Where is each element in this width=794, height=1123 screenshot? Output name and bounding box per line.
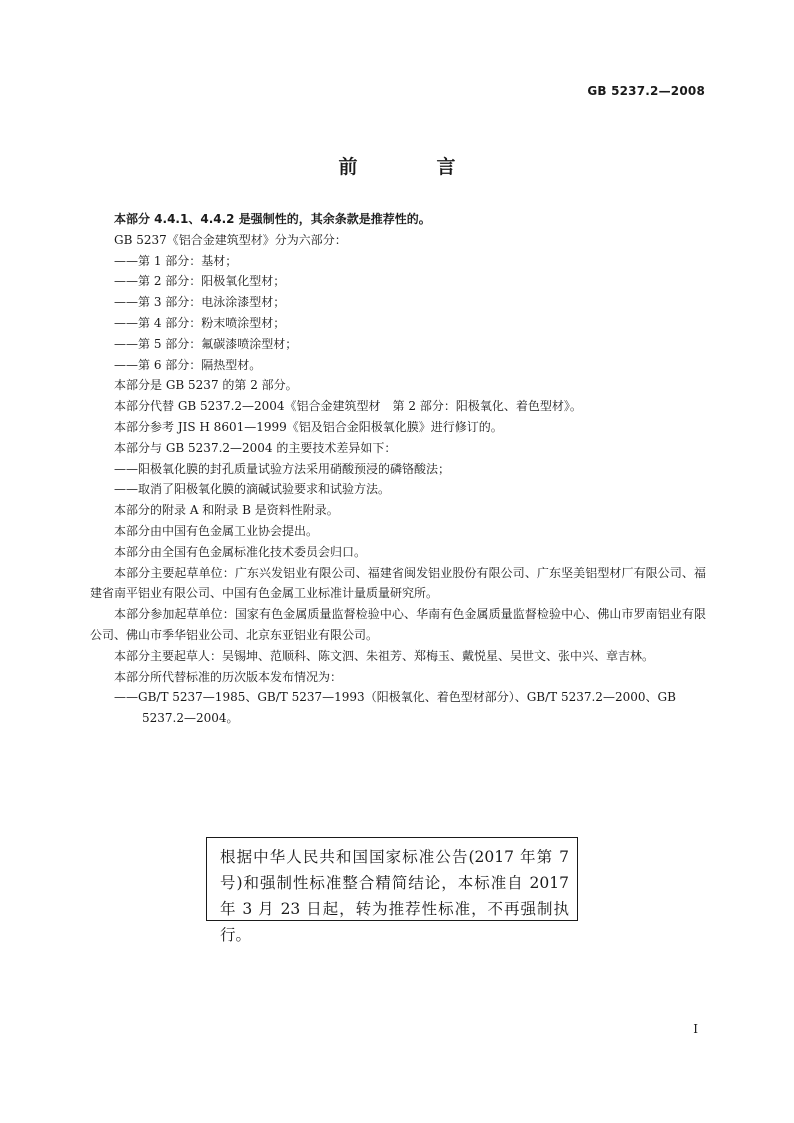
part-list-item: ——第 3 部分：电泳涂漆型材； [114, 295, 286, 310]
part-list-item: ——第 1 部分：基材； [114, 253, 238, 268]
page-title: 前 言 [338, 156, 486, 178]
part-list-item: ——第 4 部分：粉末喷涂型材； [114, 315, 286, 330]
reference-paragraph: 本部分参考 JIS H 8601—1999《铝及铝合金阳极氧化膜》进行修订的。 [114, 419, 503, 434]
mandatory-clause-paragraph: 本部分 4.4.1、4.4.2 是强制性的，其余条款是推荐性的。 [114, 212, 431, 226]
status-notice-box: 根据中华人民共和国国家标准公告(2017 年第 7 号)和强制性标准整合精简结论，本标准自 2017 年 3 月 23 日起，转为推荐性标准，不再强制执行。 [206, 837, 578, 921]
annex-paragraph: 本部分的附录 A 和附录 B 是资料性附录。 [114, 503, 339, 518]
proposer-paragraph: 本部分由中国有色金属工业协会提出。 [114, 523, 319, 538]
replaces-paragraph: 本部分代替 GB 5237.2—2004《铝合金建筑型材 第 2 部分：阳极氧化、着色型材》。 [114, 399, 582, 414]
standard-code: GB 5237.2—2008 [587, 84, 705, 98]
participating-units-paragraph: 本部分参加起草单位：国家有色金属质量监督检验中心、华南有色金属质量监督检验中心、佛山市罗南铝业有限公司、佛山市季华铝业公司、北京东亚铝业有限公司。 [90, 607, 706, 642]
part-list-item: ——第 6 部分：隔热型材。 [114, 357, 262, 372]
history-intro-paragraph: 本部分所代替标准的历次版本发布情况为： [114, 669, 343, 684]
part-number-paragraph: 本部分是 GB 5237 的第 2 部分。 [114, 378, 298, 393]
page-number: I [693, 1022, 698, 1036]
difference-list-item: ——取消了阳极氧化膜的滴碱试验要求和试验方法。 [114, 482, 391, 497]
foreword-body [90, 209, 706, 729]
differences-intro-paragraph: 本部分与 GB 5237.2—2004 的主要技术差异如下： [114, 440, 397, 455]
committee-paragraph: 本部分由全国有色金属标准化技术委员会归口。 [114, 544, 367, 559]
part-list-item: ——第 2 部分：阳极氧化型材； [114, 274, 286, 289]
difference-list-item: ——阳极氧化膜的封孔质量试验方法采用硝酸预浸的磷铬酸法； [114, 461, 451, 476]
parts-intro-paragraph: GB 5237《铝合金建筑型材》分为六部分： [114, 232, 347, 247]
part-list-item: ——第 5 部分：氟碳漆喷涂型材； [114, 336, 298, 351]
drafting-units-paragraph: 本部分主要起草单位：广东兴发铝业有限公司、福建省闽发铝业股份有限公司、广东坚美铝型材厂有限公司、福建省南平铝业有限公司、中国有色金属工业标准计量质量研究所。 [90, 565, 706, 601]
history-list-item: ——GB/T 5237—1985、GB/T 5237—1993（阳极氧化、着色型材部分）、GB/T 5237.2—2000、GB 5237.2—2004。 [114, 690, 676, 726]
drafters-paragraph: 本部分主要起草人：吴锡坤、范顺科、陈文泗、朱祖芳、郑梅玉、戴悦星、吴世文、张中兴、章吉林。 [114, 648, 655, 663]
